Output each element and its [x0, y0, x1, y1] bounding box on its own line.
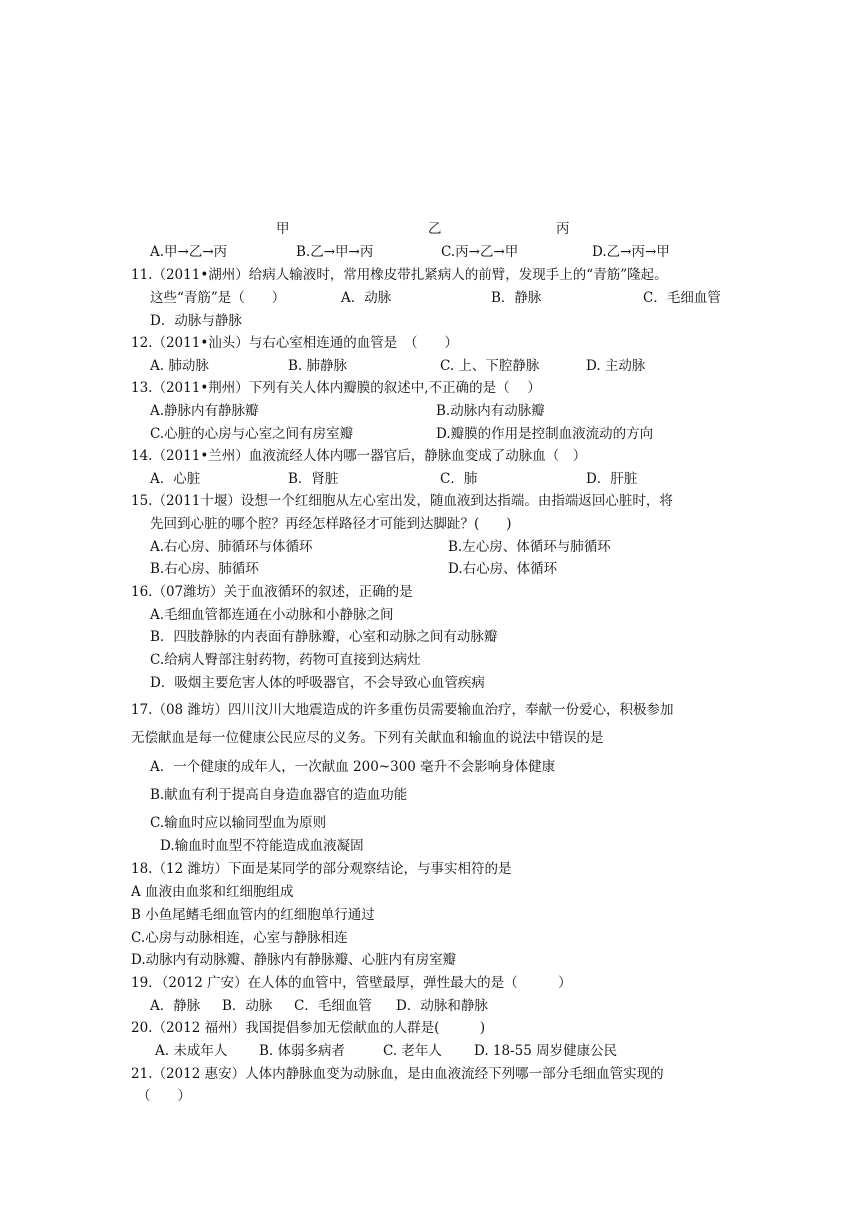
figure-label-bing: 丙	[556, 221, 570, 237]
q16-option-b: B．四肢静脉的内表面有静脉瓣，心室和动脉之间有动脉瓣	[150, 629, 498, 645]
q19-option-d: D．动脉和静脉	[396, 998, 488, 1014]
q17-stem-line2: 无偿献血是每一位健康公民应尽的义务。下列有关献血和输血的说法中错误的是	[131, 730, 604, 746]
q12-option-a: A. 肺动脉	[150, 358, 209, 374]
q10-option-c: C.丙→乙→甲	[441, 244, 519, 260]
q21-stem-line1: 21.（2012 惠安）人体内静脉血变为动脉血，是由血液流经下列哪一部分毛细血管实现的	[131, 1066, 664, 1082]
q19-option-b: B．动脉	[222, 998, 273, 1014]
q20-option-a: A. 未成年人	[155, 1043, 228, 1059]
q13-option-a: A.静脉内有静脉瓣	[150, 403, 259, 419]
figure-label-yi: 乙	[428, 221, 442, 237]
q18-stem: 18.（12 潍坊）下面是某同学的部分观察结论，与事实相符的是	[131, 861, 512, 877]
q19-option-a: A．静脉	[150, 998, 201, 1014]
q13-option-b: B.动脉内有动脉瓣	[436, 403, 545, 419]
q17-option-c: C.输血时应以输同型血为原则	[150, 815, 327, 831]
q17-option-a: A．一个健康的成年人，一次献血 200~300 毫升不会影响身体健康	[150, 759, 556, 775]
q12-option-d: D. 主动脉	[586, 358, 646, 374]
q13-option-d: D.瓣膜的作用是控制血液流动的方向	[436, 426, 654, 442]
q14-option-b: B．肾脏	[288, 471, 339, 487]
q12-stem: 12.（2011•汕头）与右心室相连通的血管是 （ ）	[131, 335, 459, 351]
q14-option-c: C．肺	[440, 471, 478, 487]
q14-option-a: A．心脏	[150, 471, 201, 487]
q11-option-c: C．毛细血管	[643, 290, 721, 306]
q20-option-b: B. 体弱多病者	[259, 1043, 346, 1059]
q15-option-a: A.右心房、肺循环与体循环	[150, 539, 313, 555]
q11-option-b: B．静脉	[491, 290, 542, 306]
q17-stem-line1: 17.（08 潍坊）四川汶川大地震造成的许多重伤员需要输血治疗，奉献一份爱心，积极参加	[131, 702, 674, 718]
q10-option-a: A.甲→乙→丙	[150, 244, 228, 260]
q21-stem-line2: （ ）	[137, 1088, 191, 1104]
q10-option-b: B.乙→甲→丙	[296, 244, 374, 260]
q15-stem-line1: 15.（2011十堰）设想一个红细胞从左心室出发，随血液到达指端。由指端返回心脏时，将	[131, 493, 673, 509]
q18-option-d: D.动脉内有动脉瓣、静脉内有静脉瓣、心脏内有房室瓣	[131, 952, 457, 968]
q11-option-a: A．动脉	[341, 290, 392, 306]
q11-option-d: D．动脉与静脉	[150, 313, 242, 329]
q19-option-c: C．毛细血管	[294, 998, 372, 1014]
q16-option-c: C.给病人臀部注射药物，药物可直接到达病灶	[150, 652, 421, 668]
q18-option-a: A 血液由血浆和红细胞组成	[131, 884, 294, 900]
q10-option-d: D.乙→丙→甲	[592, 244, 670, 260]
q13-option-c: C.心脏的心房与心室之间有房室瓣	[150, 426, 354, 442]
q20-stem: 20.（2012 福州）我国提倡参加无偿献血的人群是( )	[131, 1020, 486, 1036]
q12-option-c: C. 上、下腔静脉	[440, 358, 540, 374]
q13-stem: 13.（2011•荆州）下列有关人体内瓣膜的叙述中,不正确的是（ ）	[131, 380, 541, 396]
q18-option-b: B 小鱼尾鳍毛细血管内的红细胞单行通过	[131, 907, 375, 923]
q15-option-b: B.左心房、体循环与肺循环	[448, 539, 611, 555]
q16-stem: 16.（07潍坊）关于血液循环的叙述，正确的是	[131, 584, 413, 600]
q17-option-b: B.献血有利于提高自身造血器官的造血功能	[150, 787, 408, 803]
q15-option-c: B.右心房、肺循环	[150, 561, 259, 577]
q16-option-a: A.毛细血管都连通在小动脉和小静脉之间	[150, 607, 394, 623]
q14-option-d: D．肝脏	[586, 471, 638, 487]
q15-stem-line2: 先回到心脏的哪个腔？再经怎样路径才可能到达脚趾？( )	[150, 516, 512, 532]
q15-option-d: D.右心房、体循环	[448, 561, 558, 577]
q20-option-d: D. 18-55 周岁健康公民	[474, 1043, 618, 1059]
q20-option-c: C. 老年人	[383, 1043, 442, 1059]
q11-stem-line2: 这些“青筋”是（ ）	[150, 290, 286, 306]
q18-option-c: C.心房与动脉相连，心室与静脉相连	[131, 930, 348, 946]
q16-option-d: D．吸烟主要危害人体的呼吸器官，不会导致心血管疾病	[150, 675, 485, 691]
figure-label-jia: 甲	[276, 221, 290, 237]
q17-option-d: D.输血时血型不符能造成血液凝固	[160, 838, 364, 854]
q19-stem: 19．（2012 广安）在人体的血管中，管壁最厚，弹性最大的是（ ）	[131, 975, 572, 991]
q11-stem-line1: 11.（2011•湖州）给病人输液时，常用橡皮带扎紧病人的前臂，发现手上的“青筋”隆起。	[131, 267, 668, 283]
q14-stem: 14.（2011•兰州）血液流经人体内哪一器官后，静脉血变成了动脉血（ ）	[131, 448, 587, 464]
q12-option-b: B. 肺静脉	[288, 358, 348, 374]
